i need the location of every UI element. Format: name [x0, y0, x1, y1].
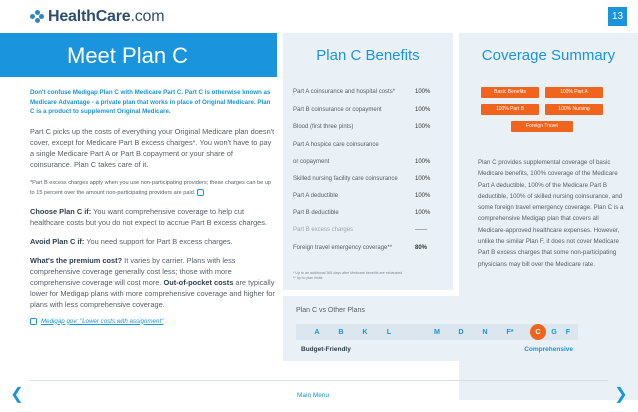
benefit-row: Blood (first three pints) 100%	[293, 124, 431, 130]
benefit-row: Skilled nursing facility care coinsurance 100%	[293, 176, 431, 182]
excess-charges-note: *Part B excess charges apply when you use non-participating providers; these charges can be up to 15 percent over the amount non-participating providers are paid.	[30, 179, 271, 196]
avoid-plan-paragraph: Avoid Plan C if: You need support for Part B excess charges.	[30, 236, 233, 246]
benefit-row: Part B coinsurance or copayment 100%	[293, 107, 431, 113]
plan-letter-highlighted[interactable]: C	[530, 324, 546, 340]
plan-letter[interactable]: G	[551, 327, 557, 336]
coverage-title: Coverage Summary	[481, 47, 616, 64]
page-number-badge: 13	[608, 7, 627, 26]
benefit-row: or copayment 100%	[293, 159, 431, 165]
left-column	[30, 88, 275, 325]
medigap-link[interactable]	[30, 318, 275, 325]
plan-letter[interactable]: D	[458, 327, 464, 336]
choose-plan-paragraph: Choose Plan C if: You want comprehensive coverage to help cut healthcare costs but you do not expect to accrue Part B excess charges.	[30, 206, 268, 227]
plan-scale-bar	[296, 324, 578, 340]
benefits-header	[283, 33, 453, 77]
benefit-row: Part A coinsurance and hospital costs* 100%	[293, 89, 431, 95]
logo-text: HealthCare.com	[48, 8, 165, 25]
coverage-pill: Basic Benefits	[481, 87, 539, 98]
plan-letter[interactable]: L	[386, 327, 392, 336]
benefit-row: Foreign travel emergency coverage** 80%	[293, 245, 428, 251]
plan-letter[interactable]: B	[338, 327, 344, 336]
scale-right-label: Comprehensive	[524, 346, 573, 353]
plan-comparison	[283, 296, 591, 361]
medigap-link-text[interactable]: Medigap gov: "Lower costs with assignment"	[41, 317, 164, 325]
healthcare-logo[interactable]	[30, 8, 164, 26]
scale-left-label: Budget-Friendly	[301, 346, 351, 353]
coverage-description: Plan C provides supplemental coverage of basic Medicare benefits, 100% coverage of the Medicare Part A deductible, 100% of the Medicare Part B deductible, 100% of skilled nursing coinsurance, and some foreign travel emergency coverage. Plan C is a comprehensive Medigap plan that covers all Medicare-approved healthcare expenses. However, unlike the similar Plan F, it does not cover Medicare Part B excess charges that some non-participating physicians may bill over the Medicare rate.	[478, 159, 624, 268]
coverage-pill: 100% Part A	[545, 87, 603, 98]
plan-letter[interactable]: K	[362, 327, 368, 336]
main-menu-link[interactable]: Main Menu	[297, 392, 330, 399]
link-icon	[30, 318, 37, 325]
plan-letter[interactable]: N	[482, 327, 488, 336]
premium-label: What's the premium cost?	[30, 255, 123, 265]
chevron-left-icon[interactable]: ❮	[10, 386, 24, 403]
header	[0, 0, 638, 33]
benefits-panel	[283, 77, 453, 290]
premium-paragraph: What's the premium cost? It varies by carrier. Plans with less comprehensive coverage generally cost less; those with more comprehensive coverage will cost more. Out-of-pocket costs are typically lower for Medigap plans with more comprehensive coverage and higher for plans with less comprehensive coverage.	[30, 255, 275, 309]
left-title-bar	[0, 33, 277, 77]
coverage-header	[459, 33, 638, 77]
coverage-pill: 100% Nursing	[545, 104, 603, 115]
benefit-row: Part B deductible 100%	[293, 210, 431, 216]
description-paragraph: Part C picks up the costs of everything your Original Medicare plan doesn't cover, except for Medicare Part B excess charges*. You won't have to pay a single Medicare Part A or Part B copayment or your share of coinsurance. Plan C takes care of it.	[30, 126, 275, 169]
logo-icon	[30, 10, 44, 24]
title-band	[0, 33, 638, 77]
oop-label: Out-of-pocket costs	[163, 277, 234, 287]
plan-letter[interactable]: M	[434, 327, 440, 336]
footer-divider	[30, 380, 608, 381]
benefit-row: Part A hospice care coinsurance	[293, 142, 379, 148]
choose-label: Choose Plan C if:	[30, 206, 92, 216]
benefit-row: Part A deductible 100%	[293, 193, 431, 199]
reference-icon[interactable]	[197, 189, 204, 196]
plan-letter[interactable]: F*	[506, 327, 514, 336]
benefits-title: Plan C Benefits	[316, 47, 420, 64]
intro-text: Don't confuse Medigap Plan C with Medicare Part C. Part C is otherwise known as Medicare Advantage - a private plan that works in place of Original Medicare. Plan C is a product to supplement Original Medicare.	[30, 89, 271, 115]
avoid-label: Avoid Plan C if:	[30, 236, 85, 246]
benefit-row: Part B excess charges ------	[293, 227, 427, 233]
page-title: Meet Plan C	[67, 43, 189, 68]
plan-letter[interactable]: A	[314, 327, 320, 336]
plan-letter[interactable]: F	[565, 327, 571, 336]
coverage-pill: 100% Part B	[481, 104, 539, 115]
benefits-footnote: * Up to an additional 365 days after Medicare benefits are exhausted ** Up to plan limits	[293, 271, 403, 280]
comparison-title: Plan C vs Other Plans	[296, 307, 365, 314]
chevron-right-icon[interactable]: ❯	[614, 386, 628, 403]
coverage-pill: Foreign Travel	[511, 121, 573, 132]
